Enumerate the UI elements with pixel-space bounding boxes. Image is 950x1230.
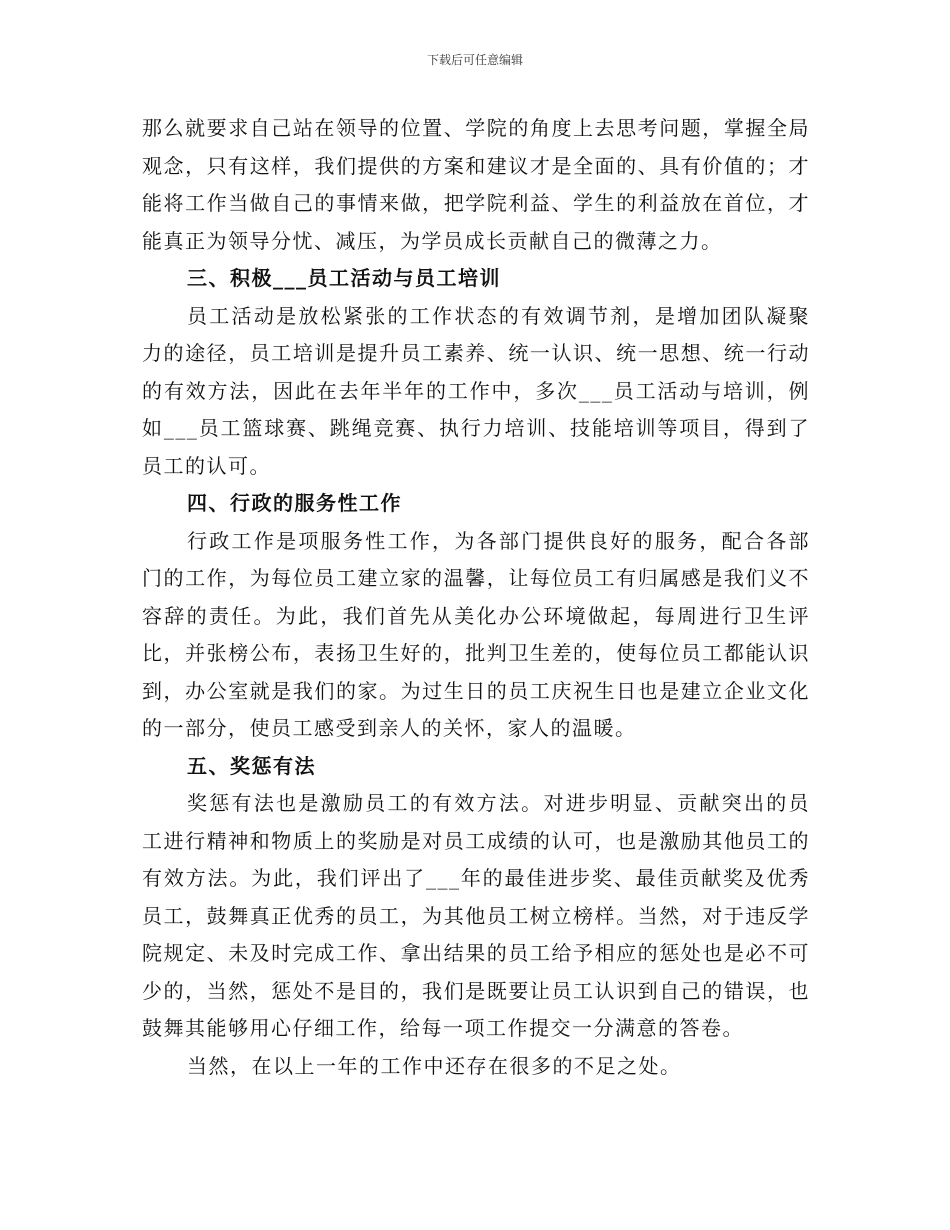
section-heading-4: 四、行政的服务性工作 xyxy=(187,491,402,515)
paragraph-employee-activities: 员工活动是放松紧张的工作状态的有效调节剂，是增加团队凝聚力的途径，员工培训是提升员工素养、统一认识、统一思想、统一行动的有效方法，因此在去年半年的工作中，多次___员工活动与培训，例如___员工篮球赛、跳绳竞赛、执行力培训、技能培训等项目，得到了员工的认可。 xyxy=(142,303,810,478)
paragraph-admin-service: 行政工作是项服务性工作，为各部门提供良好的服务，配合各部门的工作，为每位员工建立家的温馨，让每位员工有归属感是我们义不容辞的责任。为此，我们首先从美化办公环境做起，每周进行卫生评比，并张榜公布，表扬卫生好的，批判卫生差的，使每位员工都能认识到，办公室就是我们的家。为过生日的员工庆祝生日也是建立企业文化的一部分，使员工感受到亲人的关怀，家人的温暖。 xyxy=(142,528,810,740)
paragraph-closing: 当然，在以上一年的工作中还存在很多的不足之处。 xyxy=(187,1053,682,1078)
paragraph-continuation: 那么就要求自己站在领导的位置、学院的角度上去思考问题，掌握全局观念，只有这样，我们提供的方案和建议才是全面的、具有价值的；才能将工作当做自己的事情来做，把学院利益、学生的利益放在首位，才能真正为领导分忧、减压，为学员成长贡献自己的微薄之力。 xyxy=(142,116,810,253)
section-heading-5: 五、奖惩有法 xyxy=(187,753,316,778)
paragraph-rewards-penalties: 奖惩有法也是激励员工的有效方法。对进步明显、贡献突出的员工进行精神和物质上的奖励是对员工成绩的认可，也是激励其他员工的有效方法。为此，我们评出了___年的最佳进步奖、最佳贡献奖及优秀员工，鼓舞真正优秀的员工，为其他员工树立榜样。当然，对于违反学院规定、未及时完成工作、拿出结果的员工给予相应的惩处也是必不可少的，当然，惩处不是目的，我们是既要让员工认识到自己的错误，也鼓舞其能够用心仔细工作，给每一项工作提交一分满意的答卷。 xyxy=(142,791,810,1040)
page-header: 下载后可任意编辑 xyxy=(426,53,523,67)
section-heading-3: 三、积极___员工活动与员工培训 xyxy=(187,266,501,290)
document-body xyxy=(142,110,810,1085)
